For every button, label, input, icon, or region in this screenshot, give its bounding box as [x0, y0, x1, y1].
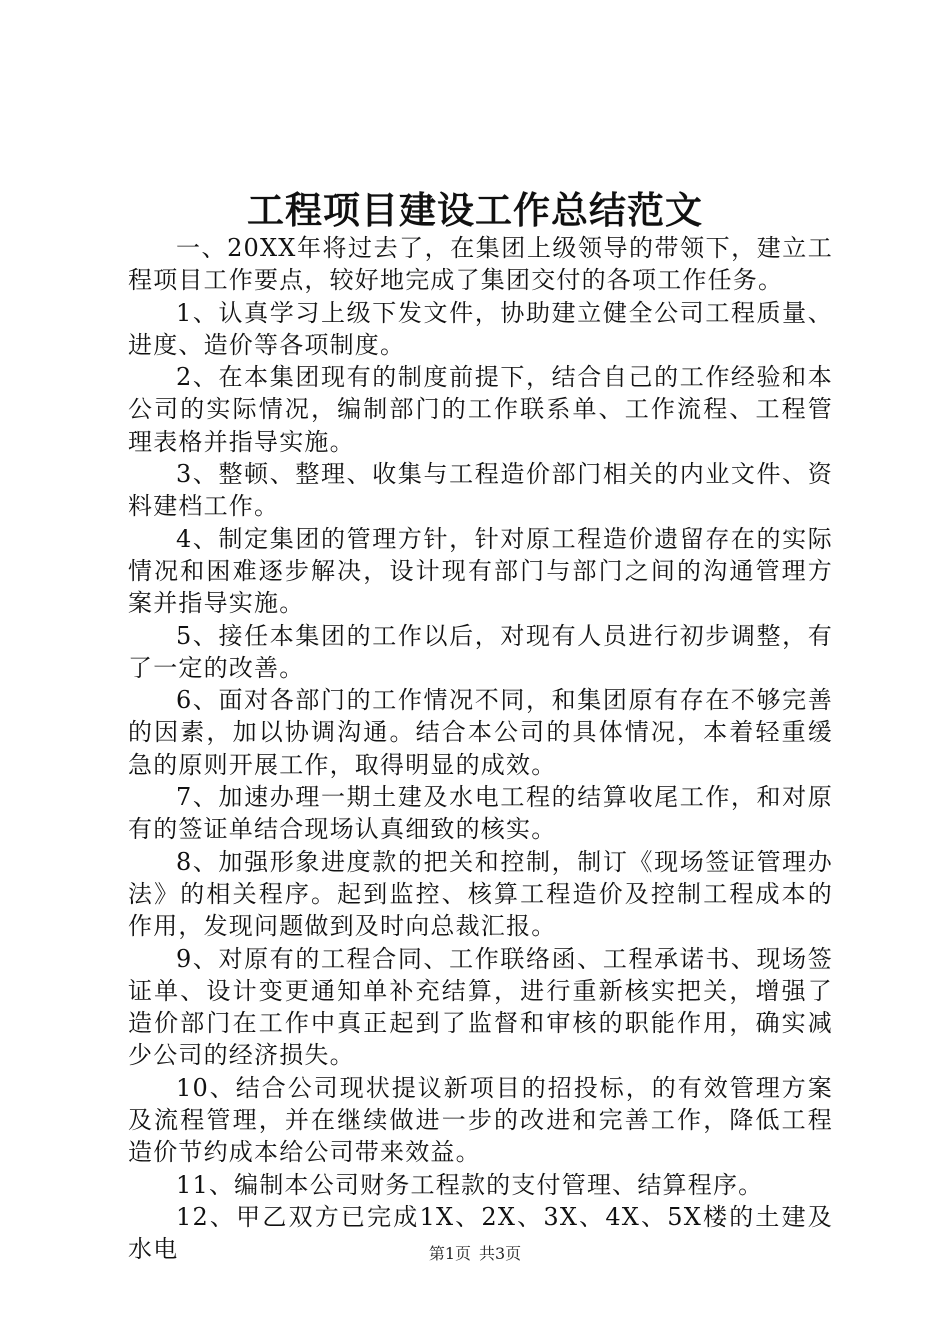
paragraph-item-8: 8、加强形象进度款的把关和控制，制订《现场签证管理办法》的相关程序。起到监控、核算工程造价及控制工程成本的作用，发现问题做到及时向总裁汇报。 — [128, 847, 833, 941]
paragraph-item-12: 12、甲乙双方已完成1X、2X、3X、4X、5X楼的土建及水电 — [128, 1202, 833, 1264]
paragraph-item-4: 4、制定集团的管理方针，针对原工程造价遗留存在的实际情况和困难逐步解决，设计现有部门与部门之间的沟通管理方案并指导实施。 — [128, 524, 833, 618]
paragraph-item-7: 7、加速办理一期土建及水电工程的结算收尾工作，和对原有的签证单结合现场认真细致的核实。 — [128, 783, 833, 844]
page-total: 共3页 — [479, 1244, 522, 1263]
page-number: 第1页 — [428, 1244, 471, 1263]
paragraph-item-5: 5、接任本集团的工作以后，对现有人员进行初步调整，有了一定的改善。 — [128, 621, 833, 682]
paragraph-item-9: 9、对原有的工程合同、工作联络函、工程承诺书、现场签证单、设计变更通知单补充结算，进行重新核实把关，增强了造价部门在工作中真正起到了监督和审核的职能作用，确实减少公司的经济损失。 — [128, 944, 833, 1070]
document-body — [128, 232, 833, 1266]
paragraph-item-3: 3、整顿、整理、收集与工程造价部门相关的内业文件、资料建档工作。 — [128, 460, 833, 521]
paragraph-intro: 一、20XX年将过去了，在集团上级领导的带领下，建立工程项目工作要点，较好地完成了集团交付的各项工作任务。 — [128, 234, 833, 295]
paragraph-item-11: 11、编制本公司财务工程款的支付管理、结算程序。 — [176, 1170, 764, 1199]
paragraph-item-6: 6、面对各部门的工作情况不同，和集团原有存在不够完善的因素，加以协调沟通。结合本公司的具体情况，本着轻重缓急的原则开展工作，取得明显的成效。 — [128, 686, 833, 779]
document-title: 工程项目建设工作总结范文 — [247, 188, 703, 232]
page-footer — [0, 1243, 950, 1265]
paragraph-item-2: 2、在本集团现有的制度前提下，结合自己的工作经验和本公司的实际情况，编制部门的工作联系单、工作流程、工程管理表格并指导实施。 — [128, 363, 833, 456]
paragraph-item-10: 10、结合公司现状提议新项目的招投标，的有效管理方案及流程管理，并在继续做进一步的改进和完善工作，降低工程造价节约成本给公司带来效益。 — [128, 1073, 833, 1167]
paragraph-item-1: 1、认真学习上级下发文件，协助建立健全公司工程质量、进度、造价等各项制度。 — [128, 298, 833, 359]
